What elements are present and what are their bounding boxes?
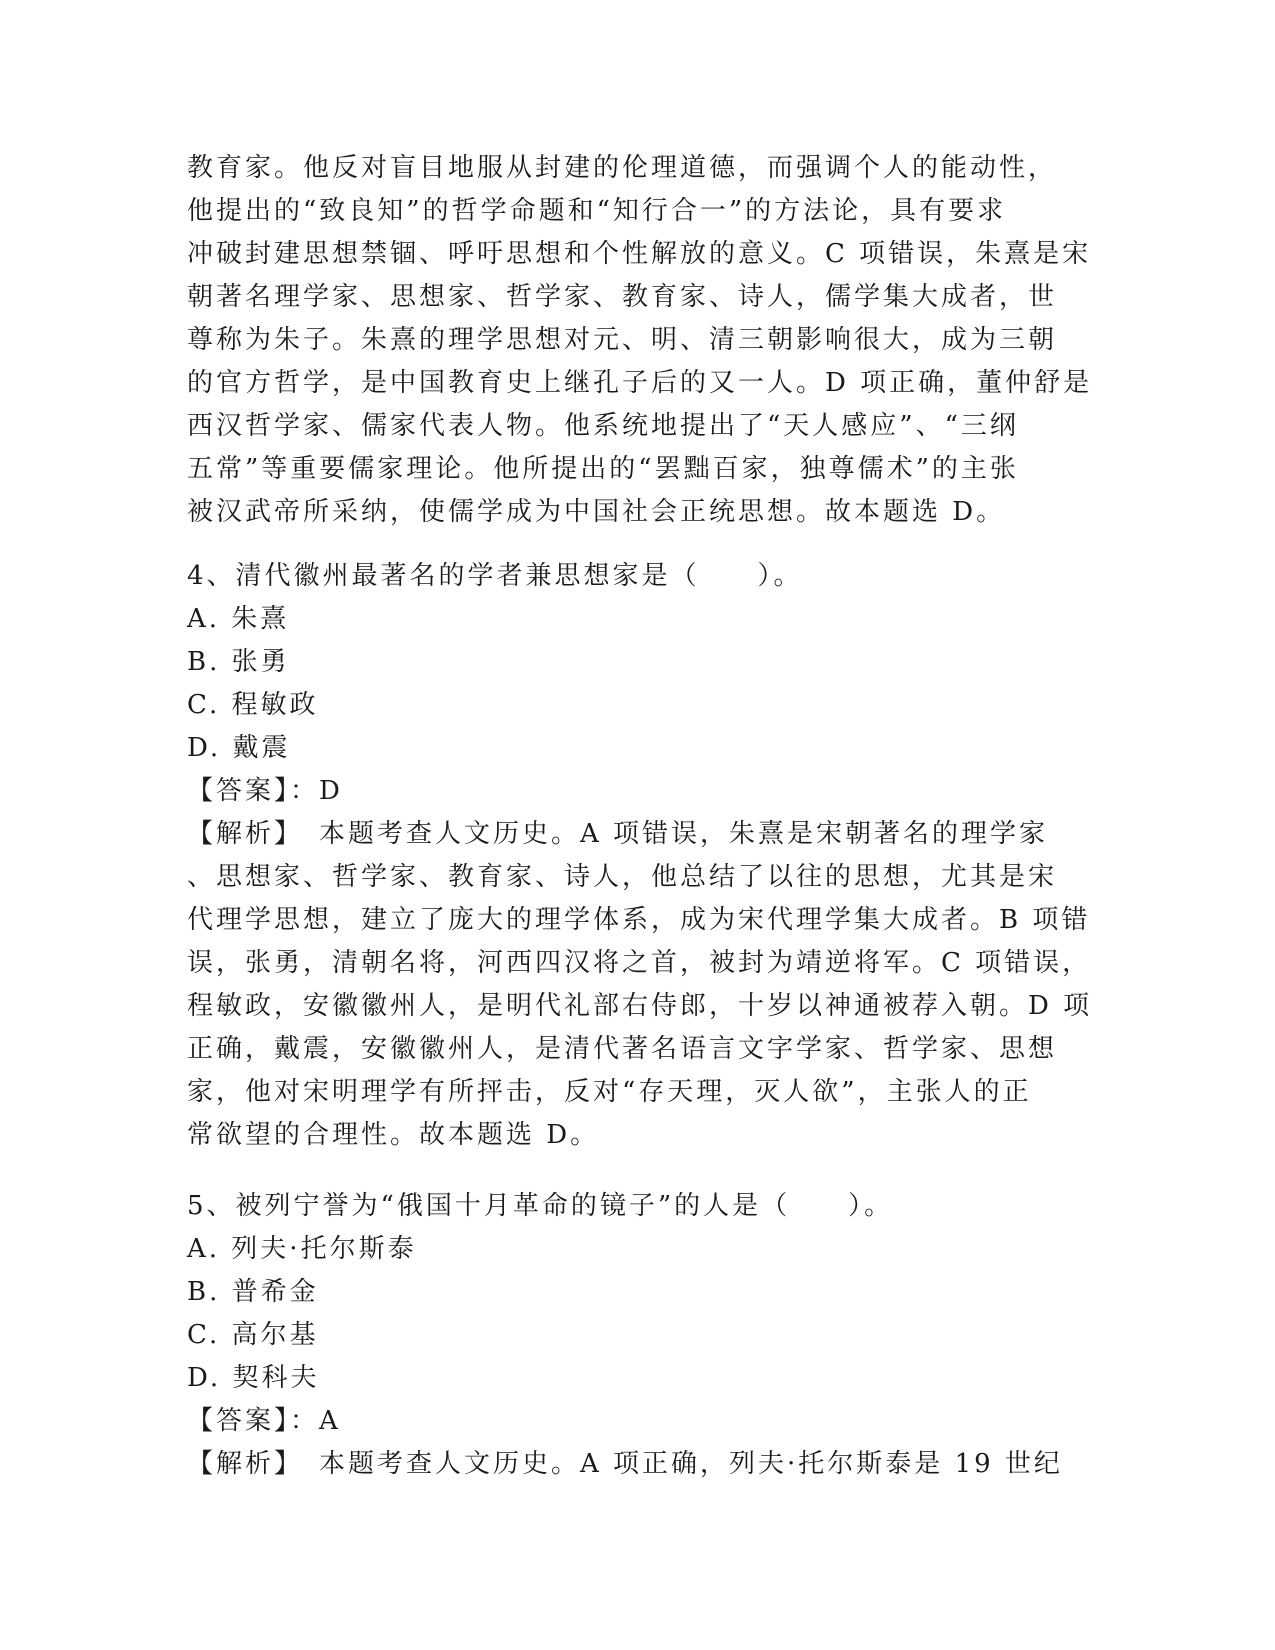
analysis-line: 代理学思想，建立了庞大的理学体系，成为宋代理学集大成者。B 项错	[187, 905, 1091, 935]
paragraph-line: 尊称为朱子。朱熹的理学思想对元、明、清三朝影响很大，成为三朝	[187, 325, 1058, 355]
answer-line: 【答案】：D	[187, 776, 343, 806]
q3-analysis-continuation	[187, 147, 1093, 534]
question-5	[187, 1185, 1087, 1486]
answer-line: 【答案】：A	[187, 1406, 341, 1436]
analysis-line: 误，张勇，清朝名将，河西四汉将之首，被封为靖逆将军。C 项错误，	[187, 948, 1092, 978]
analysis-line: 【解析】 本题考查人文历史。A 项正确，列夫·托尔斯泰是 19 世纪	[187, 1449, 1063, 1479]
paragraph-line: 朝著名理学家、思想家、哲学家、教育家、诗人，儒学集大成者，世	[187, 282, 1058, 312]
option-a: A. 列夫·托尔斯泰	[187, 1234, 417, 1264]
question-stem: 5、被列宁誉为“俄国十月革命的镜子”的人是（ ）。	[187, 1191, 894, 1221]
paragraph-line: 的官方哲学，是中国教育史上继孔子后的又一人。D 项正确，董仲舒是	[187, 368, 1093, 398]
analysis-line: 正确，戴震，安徽徽州人，是清代著名语言文字学家、哲学家、思想	[187, 1034, 1058, 1064]
option-a: A. 朱熹	[187, 604, 290, 634]
option-c: C. 高尔基	[187, 1320, 319, 1350]
question-4	[187, 555, 1093, 1157]
option-c: C. 程敏政	[187, 690, 319, 720]
analysis-line: 【解析】 本题考查人文历史。A 项错误，朱熹是宋朝著名的理学家	[187, 819, 1049, 849]
paragraph-line: 被汉武帝所采纳，使儒学成为中国社会正统思想。故本题选 D。	[187, 497, 1006, 527]
option-b: B. 普希金	[187, 1277, 319, 1307]
paragraph-line: 他提出的“致良知”的哲学命题和“知行合一”的方法论，具有要求	[187, 196, 1007, 226]
analysis-line: 程敏政，安徽徽州人，是明代礼部右侍郎，十岁以神通被荐入朝。D 项	[187, 991, 1093, 1021]
option-d: D. 戴震	[187, 733, 291, 763]
paragraph-line: 冲破封建思想禁锢、呼吁思想和个性解放的意义。C 项错误，朱熹是宋	[187, 239, 1092, 269]
paragraph-line: 五常”等重要儒家理论。他所提出的“罢黜百家，独尊儒术”的主张	[187, 454, 1019, 484]
analysis-line: 家，他对宋明理学有所抨击，反对“存天理，灭人欲”，主张人的正	[187, 1077, 1032, 1107]
option-d: D. 契科夫	[187, 1363, 320, 1393]
question-stem: 4、清代徽州最著名的学者兼思想家是（ ）。	[187, 561, 803, 591]
analysis-line: 常欲望的合理性。故本题选 D。	[187, 1120, 600, 1150]
paragraph-line: 教育家。他反对盲目地服从封建的伦理道德，而强调个人的能动性，	[187, 153, 1058, 183]
paragraph-line: 西汉哲学家、儒家代表人物。他系统地提出了“天人感应”、“三纲	[187, 411, 1019, 441]
analysis-line: 、思想家、哲学家、教育家、诗人，他总结了以往的思想，尤其是宋	[187, 862, 1058, 892]
option-b: B. 张勇	[187, 647, 290, 677]
